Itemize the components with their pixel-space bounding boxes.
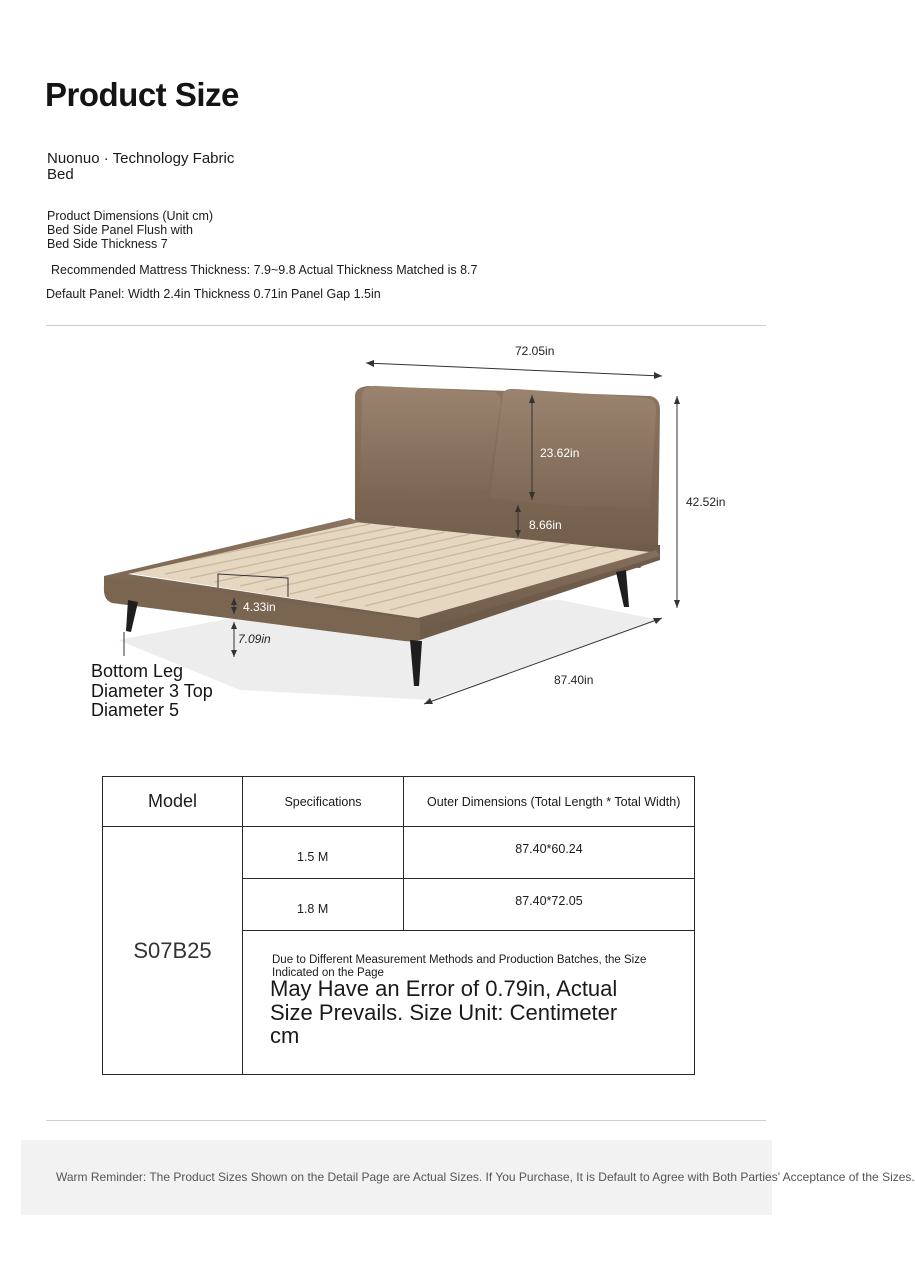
model-cell: S07B25 — [103, 827, 243, 1075]
dims-cell: 87.40*60.24 — [404, 827, 695, 879]
note-large-text: May Have an Error of 0.79in, Actual Size Prevails. Size Unit: Centimeter cm — [270, 976, 618, 1048]
dims-cell: 87.40*72.05 — [404, 879, 695, 931]
frame-label: 4.33in — [243, 600, 276, 614]
panel-note: Default Panel: Width 2.4in Thickness 0.71in Panel Gap 1.5in — [46, 287, 381, 301]
table-row — [103, 827, 695, 879]
leg-note: Bottom Leg Diameter 3 Top Diameter 5 — [91, 661, 213, 720]
note-small-text: Due to Different Measurement Methods and Production Batches, the Size Indicated on the Page — [272, 954, 647, 979]
leg-front-left — [126, 600, 138, 632]
spec-table — [102, 776, 695, 1075]
header-specifications: Specifications — [243, 777, 404, 827]
spec-cell: 1.8 M — [243, 879, 404, 931]
leg-height-label: 7.09in — [238, 632, 271, 646]
headboard-cushion-left — [360, 386, 501, 495]
dimensions-note: Product Dimensions (Unit cm) Bed Side Panel Flush with Bed Side Thickness 7 — [47, 209, 214, 251]
reminder-text: Warm Reminder: The Product Sizes Shown on the Detail Page are Actual Sizes. If You Purchase, It is Default to Agree with Both Parties' Acceptance of the Sizes. — [56, 1170, 915, 1184]
table-header-row — [103, 777, 695, 827]
headboard-label: 23.62in — [540, 446, 580, 460]
width-line — [366, 363, 662, 376]
divider-top — [46, 325, 766, 326]
length-label: 87.40in — [554, 673, 594, 687]
width-label: 72.05in — [515, 344, 555, 358]
panel-gap-label: 8.66in — [529, 518, 562, 532]
page-title: Product Size — [45, 76, 239, 113]
height-label: 42.52in — [686, 495, 726, 509]
header-model: Model — [103, 777, 243, 827]
reminder-box — [21, 1140, 915, 1215]
header-outer-dimensions: Outer Dimensions (Total Length * Total Width) — [404, 777, 695, 827]
spec-cell: 1.5 M — [243, 827, 404, 879]
product-name: Nuonuo · Technology Fabric Bed — [47, 150, 235, 183]
note-cell — [243, 931, 695, 1075]
leg-back-right — [616, 570, 629, 607]
mattress-note: Recommended Mattress Thickness: 7.9~9.8 Actual Thickness Matched is 8.7 — [51, 263, 478, 277]
divider-bottom — [46, 1120, 766, 1121]
